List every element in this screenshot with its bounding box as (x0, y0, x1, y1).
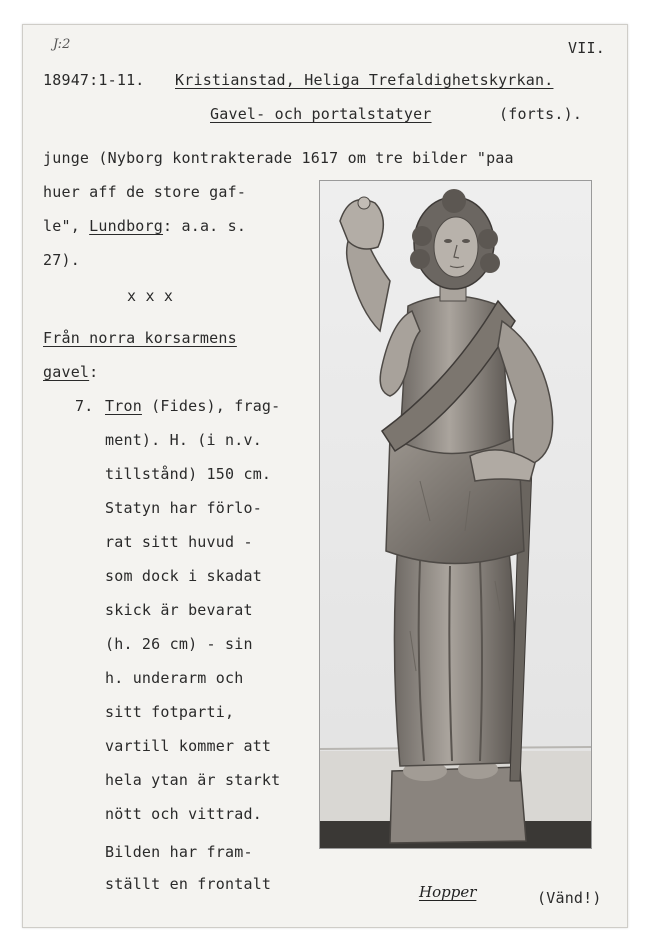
hair-curl (412, 226, 432, 246)
section-heading: Från norra korsarmens (43, 329, 237, 347)
hair-curl (478, 229, 498, 249)
text-line: h. underarm och (105, 669, 244, 687)
text-line: vartill kommer att (105, 737, 272, 755)
statue-photo (319, 180, 592, 849)
signature: Hopper (419, 883, 477, 901)
text-fragment: le", (43, 217, 90, 235)
text-line: 27). (43, 251, 80, 269)
text-line: Statyn har förlo- (105, 499, 262, 517)
text-line: ställt en frontalt (105, 875, 272, 893)
handwritten-number: J:2 (53, 37, 71, 52)
text-fragment: : a.a. s. (163, 217, 247, 235)
chalice-top (358, 197, 370, 209)
place-title: Kristianstad, Heliga Trefaldighetskyrkan. (175, 71, 554, 89)
item-title: Tron (105, 397, 142, 415)
text-line: Bilden har fram- (105, 843, 253, 861)
text-line: rat sitt huvud - (105, 533, 253, 551)
text-line: ment). H. (i n.v. (105, 431, 262, 449)
item-title-rest: (Fides), frag- (141, 397, 281, 415)
text-line: huer aff de store gaf- (43, 183, 247, 201)
chapter-number: VII. (568, 39, 605, 57)
subtitle-suffix: (forts.). (499, 105, 583, 123)
text-line: (h. 26 cm) - sin (105, 635, 253, 653)
statue-illustration (320, 181, 591, 848)
turn-over-note: (Vänd!) (537, 889, 602, 907)
text-line: som dock i skadat (105, 567, 262, 585)
hair-curl (442, 189, 466, 213)
section-heading (43, 363, 98, 381)
text-line: tillstånd) 150 cm. (105, 465, 272, 483)
section-colon: : (89, 363, 99, 381)
text-line: skick är bevarat (105, 601, 253, 619)
section-heading-word: gavel (43, 363, 90, 381)
hair-curl (410, 249, 430, 269)
subtitle: Gavel- och portalstatyer (210, 105, 432, 123)
hair-curl (480, 253, 500, 273)
author-link: Lundborg (89, 217, 164, 235)
statue-skirt (394, 541, 514, 766)
text-line: junge (Nyborg kontrakterade 1617 om tre bilder "paa (43, 149, 514, 167)
text-line (43, 217, 246, 235)
statue-eye (444, 239, 452, 243)
text-line: hela ytan är starkt (105, 771, 281, 789)
text-line: nött och vittrad. (105, 805, 262, 823)
separator: x x x (127, 287, 174, 305)
reference-number: 18947:1-11. (43, 71, 145, 89)
item-title-line (105, 397, 280, 415)
item-number: 7. (75, 397, 94, 415)
statue-eye (462, 239, 470, 243)
text-line: sitt fotparti, (105, 703, 235, 721)
